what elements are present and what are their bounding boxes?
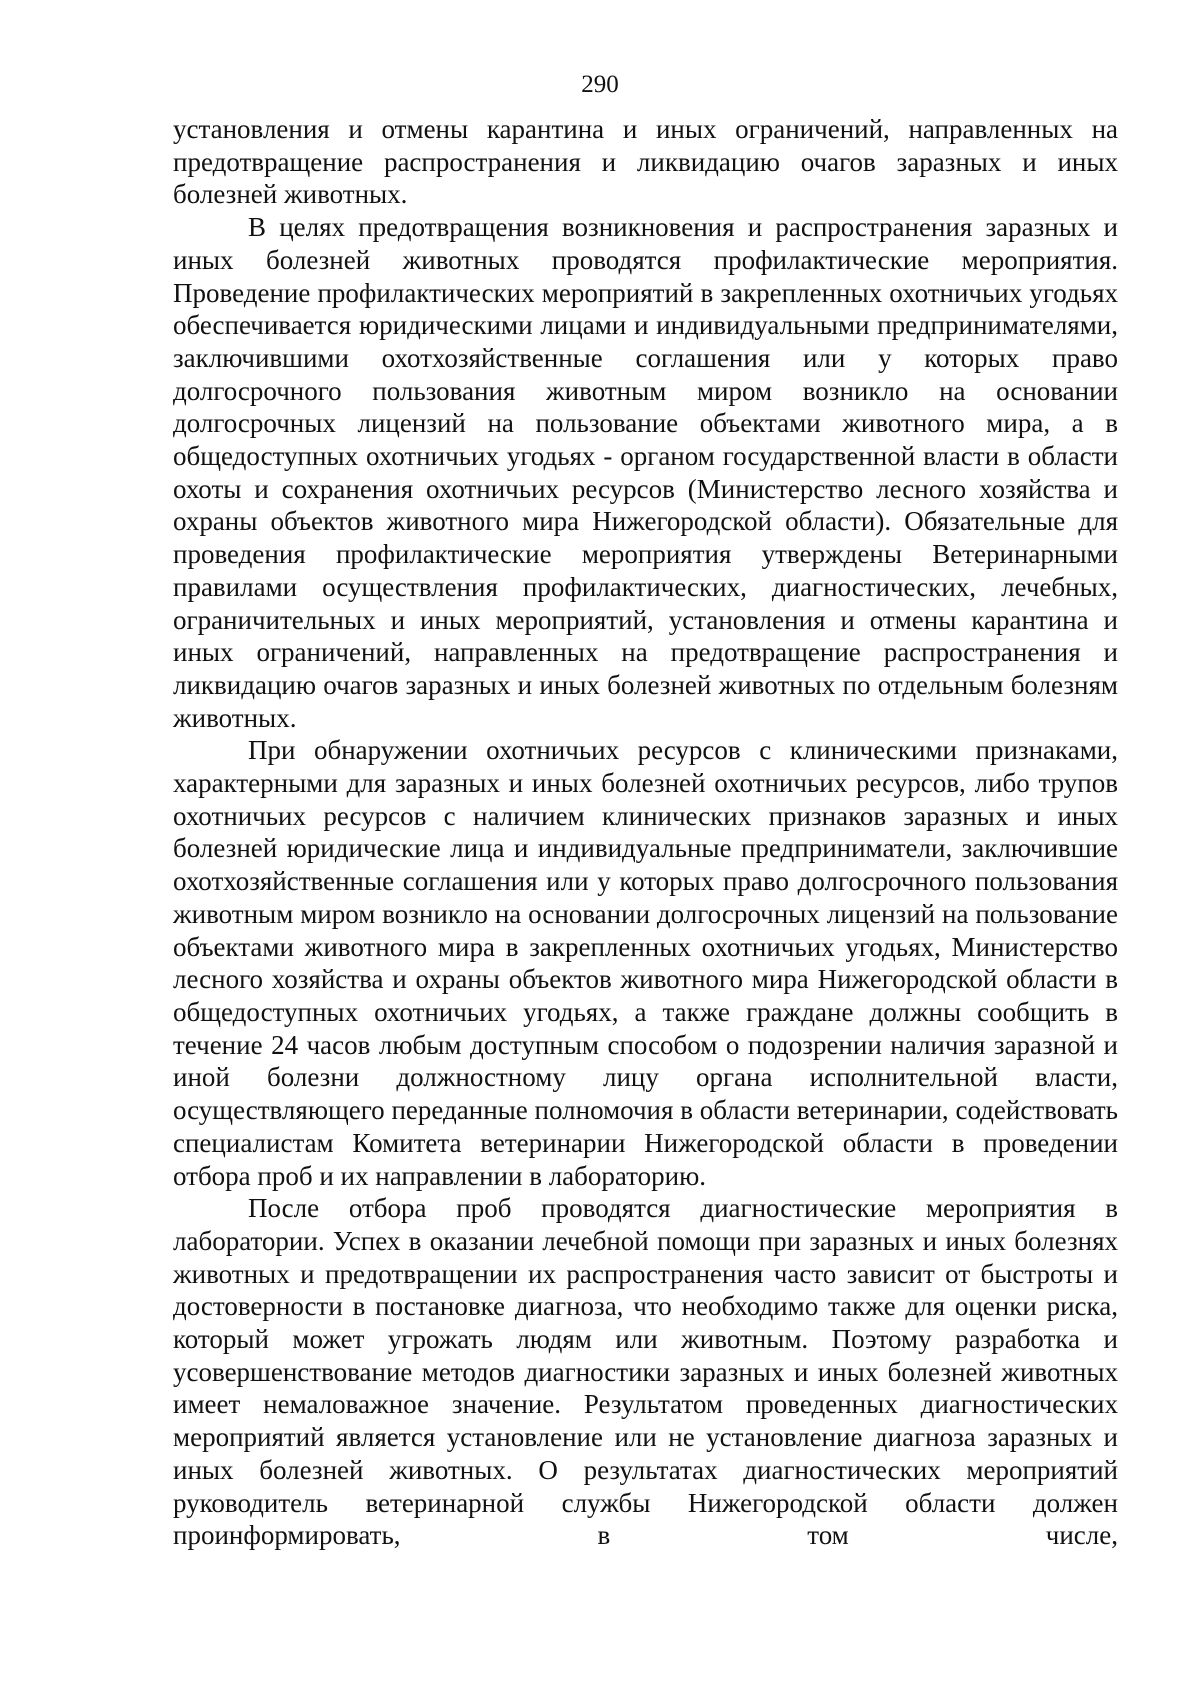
paragraph-continuation: установления и отмены карантина и иных ограничений, направленных на предотвращение распространения и ликвидацию очагов заразных и иных болезней животных. bbox=[173, 114, 1118, 210]
body-text bbox=[173, 113, 1118, 1552]
paragraph-preventive-measures: В целях предотвращения возникновения и распространения заразных и иных болезней животных проводятся профилактические мероприятия. Проведение профилактических мероприятий в закрепленных охотничьих угодьях обеспечивается юридическими лицами и индивидуальными предпринимателями, заключившими охотхозяйственные соглашения или у которых право долгосрочного пользования животным миром возникло на основании долгосрочных лицензий на пользование объектами животного мира, а в общедоступных охотничьих угодьях - органом государственной власти в области охоты и сохранения охотничьих ресурсов (Министерство лесного хозяйства и охраны объектов животного мира Нижегородской области). Обязательные для проведения профилактические мероприятия утверждены Ветеринарными правилами осуществления профилактических, диагностических, лечебных, ограничительных и иных мероприятий, установления и отмены карантина и иных ограничений, направленных на предотвращение распространения и ликвидацию очагов заразных и иных болезней животных по отдельным болезням животных. bbox=[173, 212, 1118, 733]
paragraph-diagnostics: После отбора проб проводятся диагностические мероприятия в лаборатории. Успех в оказании лечебной помощи при заразных и иных болезнях животных и предотвращении их распространения часто зависит от быстроты и достоверности в постановке диагноза, что необходимо также для оценки риска, который может угрожать людям или животным. Поэтому разработка и усовершенствование методов диагностики заразных и иных болезней животных имеет немаловажное значение. Результатом проведенных диагностических мероприятий является установление или не установление диагноза заразных и иных болезней животных. О результатах диагностических мероприятий руководитель ветеринарной службы Нижегородской области должен проинформировать, в том числе, bbox=[173, 1193, 1118, 1551]
page-number: 290 bbox=[581, 71, 619, 98]
paragraph-detection-reporting: При обнаружении охотничьих ресурсов с клиническими признаками, характерными для заразных и иных болезней охотничьих ресурсов, либо трупов охотничьих ресурсов с наличием клинических признаков заразных и иных болезней юридические лица и индивидуальные предприниматели, заключившие охотхозяйственные соглашения или у которых право долгосрочного пользования животным миром возникло на основании долгосрочных лицензий на пользование объектами животного мира в закрепленных охотничьих угодьях, Министерство лесного хозяйства и охраны объектов животного мира Нижегородской области в общедоступных охотничьих угодьях, а также граждане должны сообщить в течение 24 часов любым доступным способом о подозрении наличия заразной и иной болезни должностному лицу органа исполнительной власти, осуществляющего переданные полномочия в области ветеринарии, содействовать специалистам Комитета ветеринарии Нижегородской области в проведении отбора проб и их направлении в лабораторию. bbox=[173, 735, 1118, 1191]
